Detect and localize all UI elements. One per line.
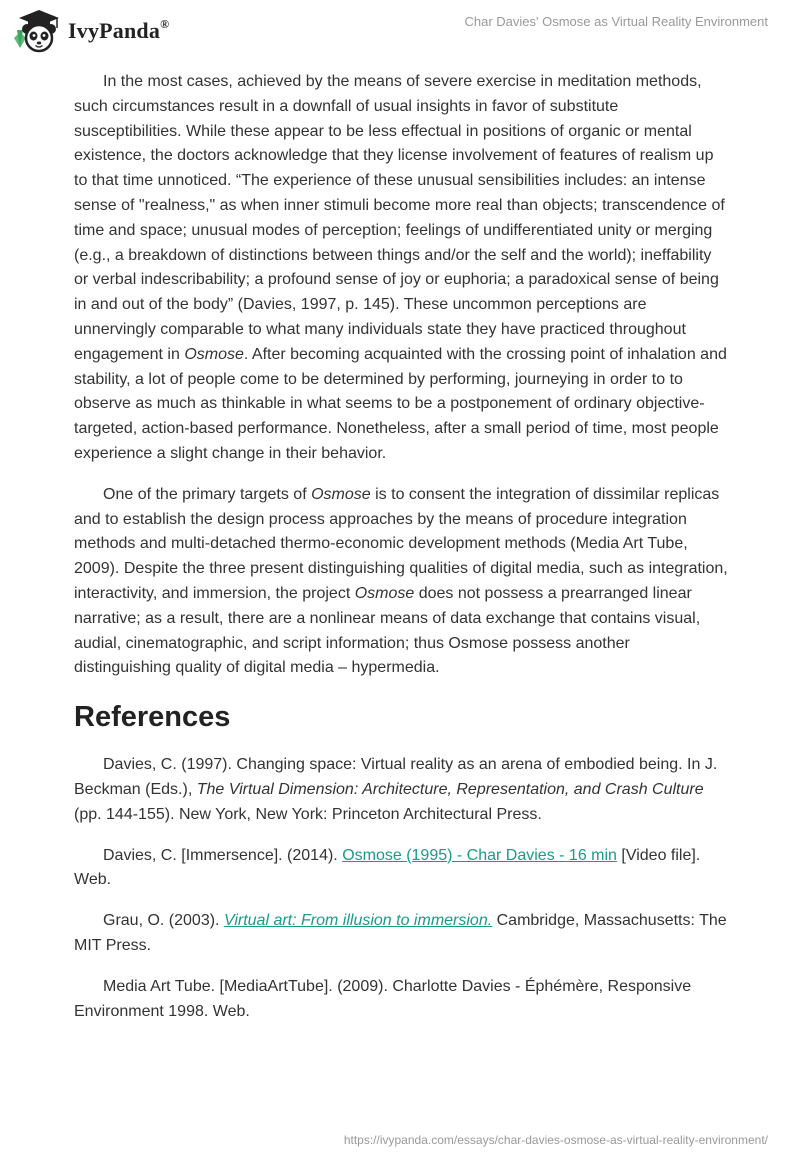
essay-content xyxy=(74,70,728,1040)
reference-item: Davies, C. (1997). Changing space: Virtual reality as an arena of embodied being. In J. Beckman (Eds.), The Virtual Dimension: Architecture, Representation, and Crash Culture (pp. 144-155). New York, New York: Princeton Architectural Press. xyxy=(74,756,718,823)
page-header xyxy=(0,0,800,70)
references-heading: References xyxy=(74,701,231,734)
reference-item: Davies, C. [Immersence]. (2014). Osmose (1995) - Char Davies - 16 min [Video file]. Web. xyxy=(74,846,701,889)
panda-logo-icon xyxy=(14,8,64,54)
brand-name: IvyPanda® xyxy=(68,16,170,43)
virtual-art-book-link[interactable]: Virtual art: From illusion to immersion. xyxy=(223,912,493,930)
running-title: Char Davies' Osmose as Virtual Reality Environment xyxy=(464,14,768,29)
osmose-video-link[interactable]: Osmose (1995) - Char Davies - 16 min xyxy=(342,846,617,864)
source-url: https://ivypanda.com/essays/char-davies-osmose-as-virtual-reality-environment/ xyxy=(343,1133,768,1147)
reference-item: Media Art Tube. [MediaArtTube]. (2009). Charlotte Davies - Éphémère, Responsive Environment 1998. Web. xyxy=(74,977,692,1020)
body-paragraph-2: One of the primary targets of Osmose is to consent the integration of dissimilar replicas and to establish the design process approaches by the means of procedure integration methods and multi-detached thermo-economic development methods (Media Art Tube, 2009). Despite the three present distinguishing qualities of digital media, such as integration, interactivity, and immersion, the project Osmose does not possess a prearranged linear narrative; as a result, there are a nonlinear means of data exchange that contains visual, audial, cinematographic, and script information; thus Osmose possess another distinguishing quality of digital media – hypermedia. xyxy=(74,485,728,677)
body-paragraph-1: In the most cases, achieved by the means of severe exercise in meditation methods, such circumstances result in a downfall of usual insights in favor of substitute susceptibilities. While these appear to be less effectual in positions of organic or mental existence, the doctors acknowledge that they license involvement of features of realism up to that time unnoticed. “The experience of these unusual sensibilities includes: an intense sense of "realness," as when inner stimuli become more real than objects; transcendence of time and space; unusual modes of perception; feelings of undifferentiated unity or merging (e.g., a breakdown of distinctions between things and/or the self and the world); ineffability or verbal indescribability; a profound sense of joy or euphoria; a paradoxical sense of being in and out of the body” (Davies, 1997, p. 145). These uncommon perceptions are unnervingly comparable to what many individuals state they have practiced throughout engagement in Osmose. After becoming acquainted with the crossing point of inhalation and stability, a lot of people come to be determined by performing, journeying in order to to observe as much as thinkable in what seems to be a postponement of ordinary objective-targeted, action-based performance. Nonetheless, after a small period of time, most people experience a slight change in their behavior. xyxy=(74,73,727,462)
ivypanda-logo[interactable] xyxy=(14,8,169,54)
reference-item: Grau, O. (2003). Virtual art: From illusion to immersion. Cambridge, Massachusetts: The MIT Press. xyxy=(74,912,727,954)
